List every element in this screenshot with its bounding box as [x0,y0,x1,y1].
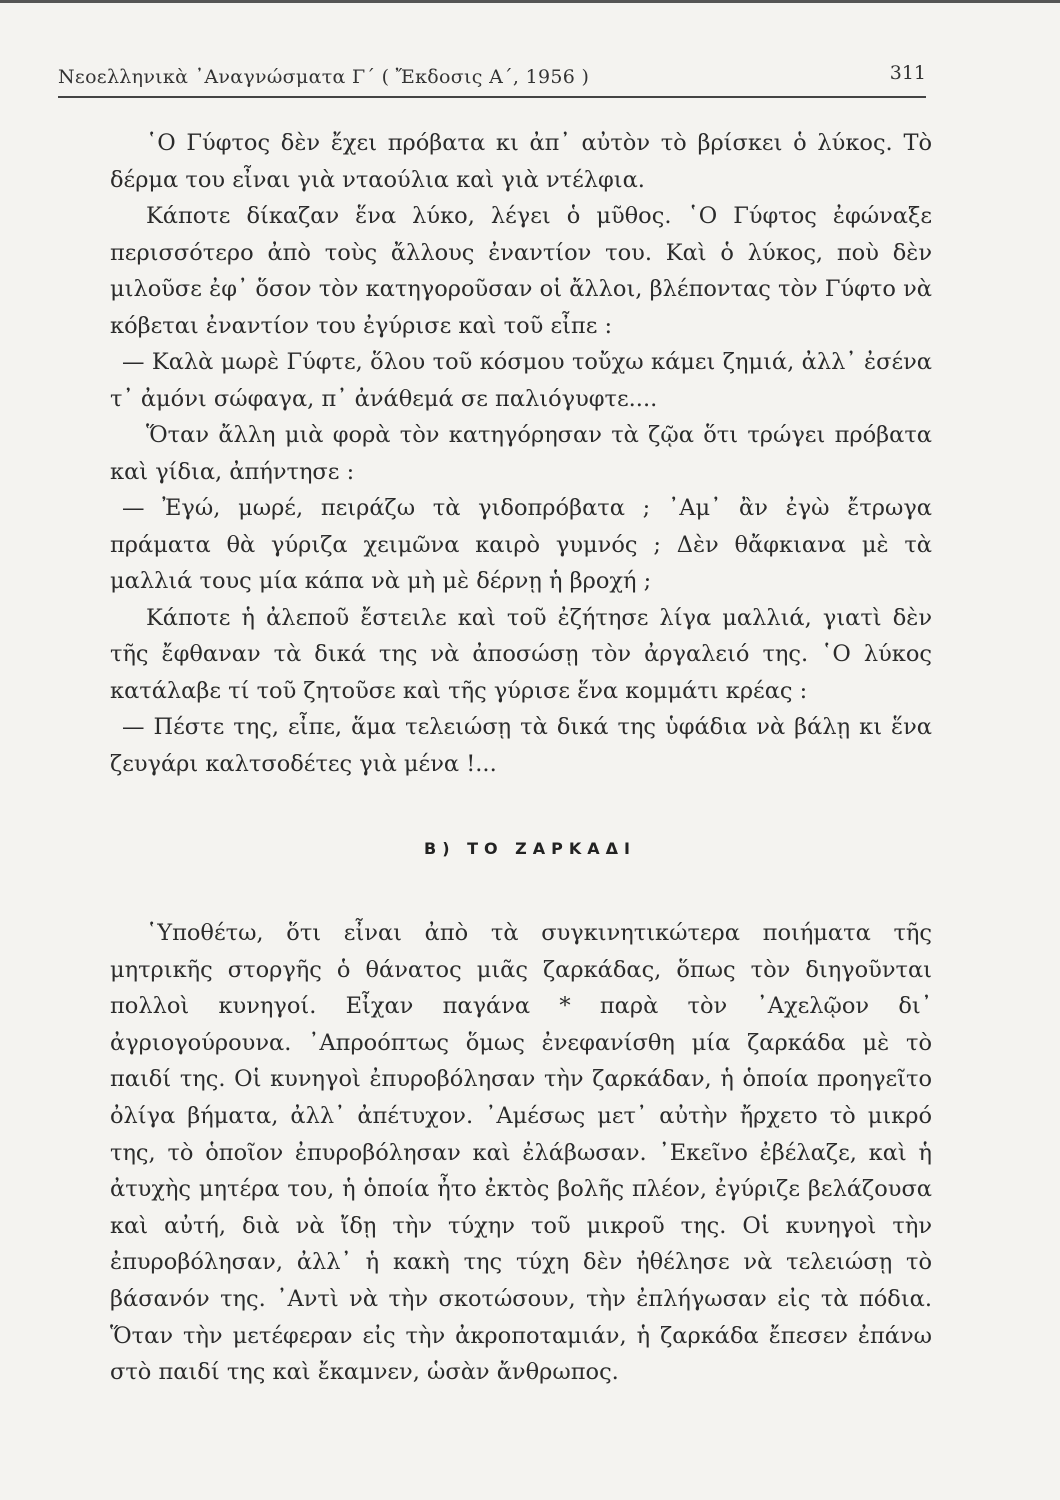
part-a-text [110,125,932,782]
book-title: Νεοελληνικὰ ᾿Αναγνώσματα Γ΄ ( Ἔκδοσις Α΄, 1956 ) [58,66,590,88]
paragraph-2: Κάποτε δίκαζαν ἕνα λύκο, λέγει ὁ μῦθος. ῾Ο Γύφτος ἐφώναξε περισσότερο ἀπὸ τοὺς ἄλλους ἐναντίον του. Καὶ ὁ λύκος, ποὺ δὲν μιλοῦσε ἐφ᾿ ὅσον τὸν κατηγοροῦσαν οἱ ἄλλοι, βλέποντας τὸν Γύφτο νὰ κόβεται ἐναντίον του ἐγύρισε καὶ τοῦ εἶπε : [110,203,932,339]
paragraph-1: ῾Ο Γύφτος δὲν ἔχει πρόβατα κι ἀπ᾿ αὐτὸν τὸ βρίσκει ὁ λύκος. Τὸ δέρμα του εἶναι γιὰ νταούλια καὶ γιὰ ντέλφια. [110,130,932,193]
paragraph-5: ῾Υποθέτω, ὅτι εἶναι ἀπὸ τὰ συγκινητικώτερα ποιήματα τῆς μητρικῆς στοργῆς ὁ θάνατος μιᾶς ζαρκάδας, ὅπως τὸν διηγοῦνται πολλοὶ κυνηγοί. Εἶχαν παγάνα * παρὰ τὸν ᾿Αχελῷον δι᾿ ἀγριογούρουνα. ᾿Απροόπτως ὅμως ἐνεφανίσθη μία ζαρκάδα μὲ τὸ παιδί της. Οἱ κυνηγοὶ ἐπυροβόλησαν τὴν ζαρκάδαν, ἡ ὁποία προηγεῖτο ὀλίγα βήματα, ἀλλ᾿ ἀπέτυχον. ᾿Αμέσως μετ᾿ αὐτὴν ἤρχετο τὸ μικρό της, τὸ ὁποῖον ἐπυροβόλησαν καὶ ἐλάβωσαν. ᾿Εκεῖνο ἐβέλαζε, καὶ ἡ ἀτυχὴς μητέρα του, ἡ ὁποία ἦτο ἐκτὸς βολῆς πλέον, ἐγύριζε βελάζουσα καὶ αὐτή, διὰ νὰ ἴδῃ τὴν τύχην τοῦ μικροῦ της. Οἱ κυνηγοὶ τὴν ἐπυροβόλησαν, ἀλλ᾿ ἡ κακὴ της τύχη δὲν ἠθέλησε νὰ τελειώσῃ τὸ βάσανόν της. ᾿Αντὶ νὰ τὴν σκοτώσουν, τὴν ἐπλήγωσαν εἰς τὰ πόδια. Ὅταν τὴν μετέφεραν εἰς τὴν ἀκροποταμιάν, ἡ ζαρκάδα ἔπεσεν ἐπάνω στὸ παιδί της καὶ ἔκαμνεν, ὡσὰν ἄνθρωπος. [110,920,932,1386]
dialogue-2: — Ἐγώ, μωρέ, πειράζω τὰ γιδοπρόβατα ; ᾿Αμ᾿ ἂν ἐγὼ ἔτρωγα πράματα θὰ γύριζα χειμῶνα καιρὸ γυμνός ; Δὲν θἄφκιανα μὲ τὰ μαλλιά τους μία κάπα νὰ μὴ μὲ δέρνῃ ἡ βροχή ; [110,495,932,594]
part-b-text [110,915,932,1391]
top-border-line [0,0,1060,3]
paragraph-3: Ὅταν ἄλλη μιὰ φορὰ τὸν κατηγόρησαν τὰ ζῷα ὅτι τρώγει πρόβατα καὶ γίδια, ἀπήντησε : [110,422,932,485]
page-number: 311 [889,62,926,84]
paragraph-4: Κάποτε ἡ ἀλεποῦ ἔστειλε καὶ τοῦ ἐζήτησε λίγα μαλλιά, γιατὶ δὲν τῆς ἔφθαναν τὰ δικά της νὰ ἀποσώσῃ τὸν ἀργαλειό της. ῾Ο λύκος κατάλαβε τί τοῦ ζητοῦσε καὶ τῆς γύρισε ἕνα κομμάτι κρέας : [110,604,932,704]
running-header [58,62,926,98]
section-heading: Β) ΤΟ ΖΑΡΚΑΔΙ [424,839,636,858]
dialogue-1: — Καλὰ μωρὲ Γύφτε, ὅλου τοῦ κόσμου τοὔχω κάμει ζημιά, ἀλλ᾿ ἐσένα τ᾿ ἀμόνι σώφαγα, π᾿ ἀνάθεμά σε παλιόγυφτε.... [110,349,932,412]
dialogue-3: — Πέστε της, εἶπε, ἅμα τελειώσῃ τὰ δικά της ὑφάδια νὰ βάλῃ κι ἕνα ζευγάρι καλτσοδέτες γιὰ μένα !... [110,714,932,777]
